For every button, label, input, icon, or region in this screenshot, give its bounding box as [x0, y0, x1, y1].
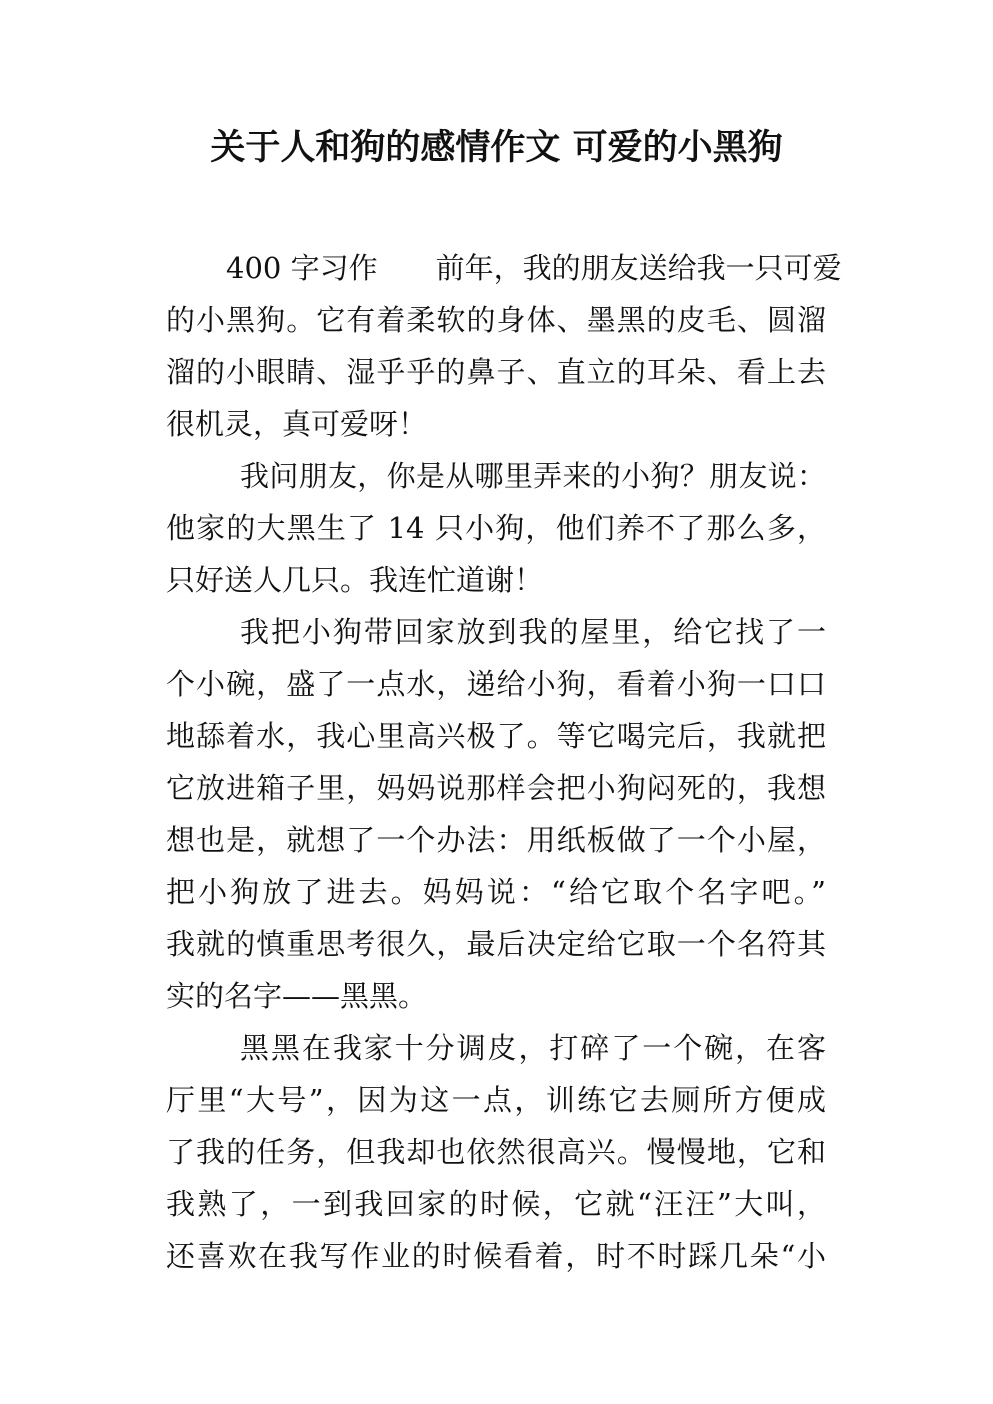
text-line: 它放进箱子里，妈妈说那样会把小狗闷死的，我想 — [166, 771, 826, 805]
text-line: 了我的任务，但我却也依然很高兴。慢慢地，它和 — [166, 1135, 826, 1169]
text-line: 很机灵，真可爱呀！ — [166, 407, 428, 441]
text-line: 实的名字——黑黑。 — [166, 979, 428, 1013]
text-line: 他家的大黑生了 14 只小狗，他们养不了那么多， — [166, 511, 826, 545]
paragraph — [166, 450, 826, 606]
text-line: 400 字习作 前年，我的朋友送给我一只可爱 — [226, 251, 842, 285]
paragraph — [166, 242, 842, 450]
text-line: 我熟了，一到我回家的时候，它就“汪汪”大叫， — [166, 1187, 826, 1221]
text-line: 还喜欢在我写作业的时候看着，时不时踩几朵“小 — [166, 1239, 826, 1273]
text-line: 只好送人几只。我连忙道谢！ — [166, 563, 544, 597]
text-line: 溜的小眼睛、湿乎乎的鼻子、直立的耳朵、看上去 — [166, 355, 826, 389]
text-line: 我问朋友，你是从哪里弄来的小狗？朋友说： — [240, 459, 826, 493]
text-line: 我把小狗带回家放到我的屋里，给它找了一 — [240, 615, 826, 649]
text-line: 地舔着水，我心里高兴极了。等它喝完后，我就把 — [166, 719, 826, 753]
text-line: 个小碗，盛了一点水，递给小狗，看着小狗一口口 — [166, 667, 826, 701]
text-line: 黑黑在我家十分调皮，打碎了一个碗，在客 — [240, 1031, 826, 1065]
text-line: 我就的慎重思考很久，最后决定给它取一个名符其 — [166, 927, 826, 961]
document-title: 关于人和狗的感情作文 可爱的小黑狗 — [210, 128, 783, 168]
text-line: 把小狗放了进去。妈妈说：“给它取个名字吧。” — [166, 875, 826, 909]
document-body — [166, 242, 842, 1282]
paragraph — [166, 1022, 826, 1282]
text-line: 想也是，就想了一个办法：用纸板做了一个小屋， — [166, 823, 826, 857]
text-line: 的小黑狗。它有着柔软的身体、墨黑的皮毛、圆溜 — [166, 303, 826, 337]
paragraph — [166, 606, 826, 1022]
text-line: 厅里“大号”，因为这一点，训练它去厕所方便成 — [166, 1083, 826, 1117]
